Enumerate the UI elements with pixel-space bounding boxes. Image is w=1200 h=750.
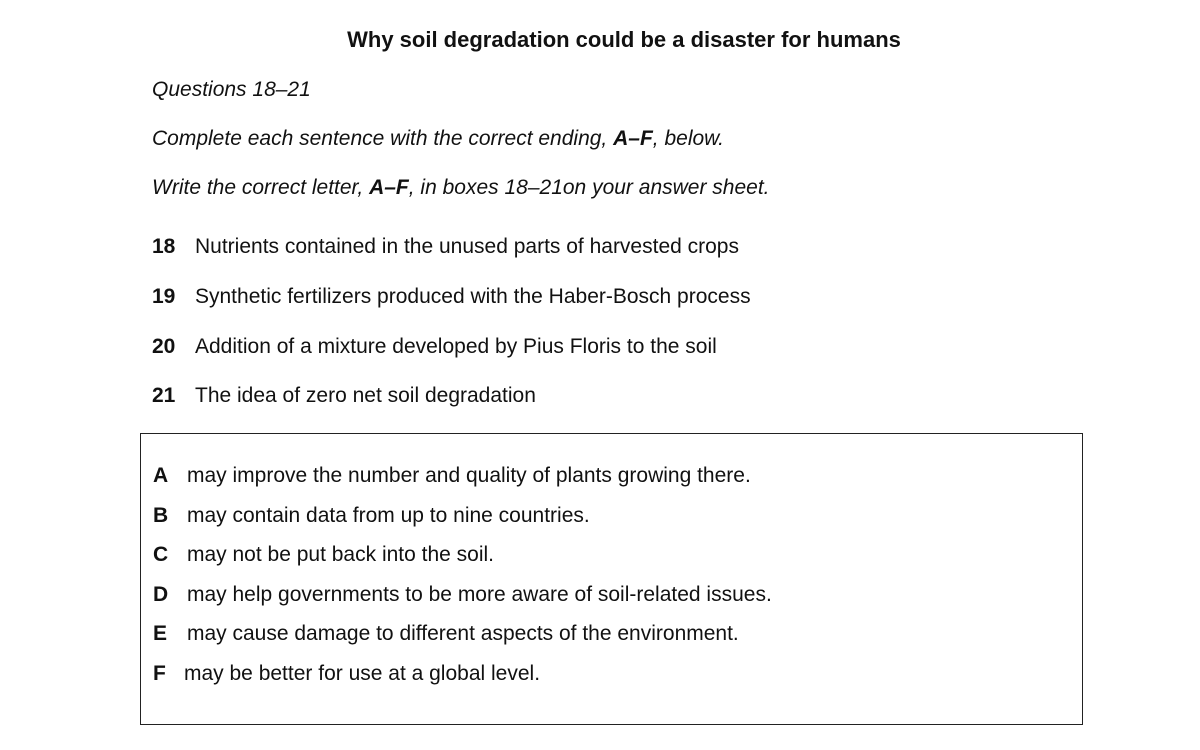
ending-option	[153, 622, 739, 646]
instruction-text: , below.	[652, 127, 725, 150]
ending-option	[153, 504, 590, 528]
ending-letter: E	[153, 622, 168, 645]
instruction-complete-sentences	[152, 127, 724, 151]
page-title: Why soil degradation could be a disaster for humans	[347, 27, 901, 52]
question-text: Nutrients contained in the unused parts of harvested crops	[195, 235, 739, 258]
ending-text: may help governments to be more aware of soil-related issues.	[187, 583, 772, 606]
ending-text: may cause damage to different aspects of the environment.	[187, 622, 739, 645]
ending-text: may contain data from up to nine countries.	[187, 504, 590, 527]
ending-option	[153, 662, 540, 686]
instruction-write-letter	[152, 176, 770, 200]
ending-text: may not be put back into the soil.	[187, 543, 495, 566]
ending-letter: F	[153, 662, 166, 685]
question-text: Synthetic fertilizers produced with the Haber-Bosch process	[195, 285, 751, 308]
questions-range-heading: Questions 18–21	[152, 78, 311, 101]
ending-option	[153, 464, 751, 488]
question-item	[152, 335, 717, 359]
instruction-text: Complete each sentence with the correct ending,	[152, 127, 614, 150]
ending-letter: D	[153, 583, 169, 606]
question-item	[152, 384, 536, 408]
question-number: 20	[152, 335, 176, 358]
ending-text: may be better for use at a global level.	[184, 662, 541, 685]
instruction-text: Write the correct letter,	[152, 176, 370, 199]
ending-letter: B	[153, 504, 169, 527]
instruction-bold-range: A–F	[613, 127, 653, 150]
ending-text: may improve the number and quality of plants growing there.	[187, 464, 751, 487]
question-item	[152, 285, 751, 309]
question-number: 21	[152, 384, 176, 407]
question-text: Addition of a mixture developed by Pius Floris to the soil	[195, 335, 717, 358]
instruction-text: , in boxes 18–21on your answer sheet.	[408, 176, 770, 199]
ending-letter: A	[153, 464, 169, 487]
question-number: 19	[152, 285, 176, 308]
instruction-bold-range: A–F	[369, 176, 409, 199]
question-number: 18	[152, 235, 176, 258]
ending-option	[153, 583, 772, 607]
sentence-endings-box	[140, 433, 1083, 725]
ending-letter: C	[153, 543, 169, 566]
question-item	[152, 235, 739, 259]
ending-option	[153, 543, 494, 567]
question-text: The idea of zero net soil degradation	[195, 384, 536, 407]
